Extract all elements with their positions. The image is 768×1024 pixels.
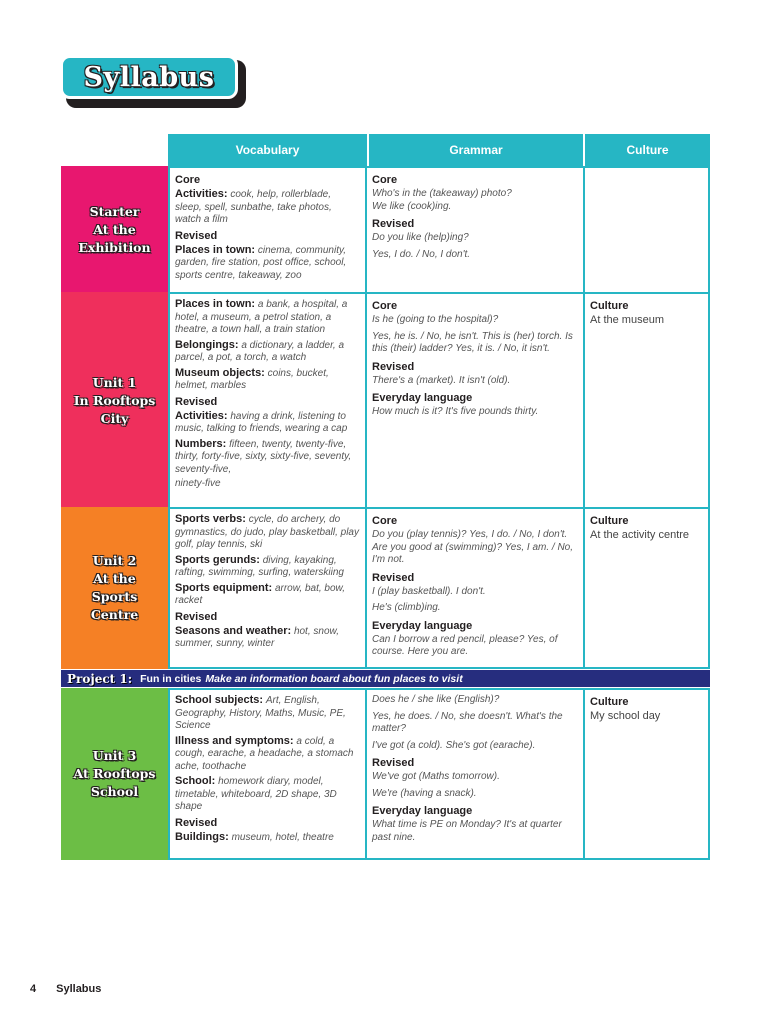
- illness-line: Illness and symptoms: a cold, a cough, earache, a headache, a stomach ache, toothache: [175, 734, 354, 772]
- page-number: 4: [30, 983, 37, 995]
- header-grammar: Grammar: [367, 134, 583, 166]
- grammar-line: How much is it? It's five pounds thirty.: [372, 406, 539, 417]
- activities-line: Activities: having a drink, listening to music, talking to friends, wearing a cap: [175, 409, 348, 434]
- culture-label: Culture: [590, 515, 629, 527]
- footer-label: Syllabus: [56, 983, 102, 995]
- row-unit1: [61, 292, 710, 509]
- unit-cell-unit1: [61, 292, 168, 509]
- vocabulary-cell-unit1: [168, 292, 367, 509]
- grammar-line: Yes, he does. / No, she doesn't. What's the matter?: [372, 710, 563, 734]
- culture-text: At the museum: [590, 314, 664, 326]
- grammar-line: We've got (Maths tomorrow).: [372, 771, 500, 782]
- grammar-line: What time is PE on Monday? It's at quarter past nine.: [372, 819, 562, 843]
- grammar-line: Is he (going to the hospital)?: [372, 314, 499, 325]
- grammar-line: He's (climb)ing.: [372, 602, 441, 613]
- core-label: Core: [175, 174, 201, 186]
- revised-label: Revised: [372, 757, 415, 769]
- row-unit3: [61, 688, 710, 860]
- vocabulary-cell-unit3: [168, 688, 367, 860]
- unit-cell-starter: [61, 166, 168, 294]
- grammar-line: Who's in the (takeaway) photo? We like (cook)ing.: [372, 188, 512, 212]
- culture-label: Culture: [590, 696, 629, 708]
- everyday-language-label: Everyday language: [372, 392, 473, 404]
- grammar-line: Do you (play tennis)? Yes, I do. / No, I don't. Are you good at (swimming)? Yes, I am. / No, I'm not.: [372, 529, 574, 565]
- grammar-cell-unit1: [365, 292, 585, 509]
- grammar-cell-starter: [365, 166, 585, 294]
- revised-label: Revised: [175, 229, 218, 242]
- grammar-line: I've got (a cold). She's got (earache).: [372, 739, 536, 751]
- revised-label: Revised: [372, 360, 415, 373]
- page-title: Syllabus: [83, 61, 215, 93]
- culture-label: Culture: [590, 300, 629, 312]
- unit-title-unit1: Unit 1 In Rooftops City: [73, 374, 156, 426]
- vocabulary-cell-starter: [168, 166, 367, 294]
- numbers-line-2: ninety-five: [175, 478, 221, 489]
- project-task: Make an information board about fun places to visit: [205, 672, 463, 685]
- grammar-line: Does he / she like (English)?: [372, 694, 500, 705]
- revised-label: Revised: [372, 571, 415, 584]
- school-line: School: homework diary, model, timetable, whiteboard, 2D shape, 3D shape: [175, 775, 337, 812]
- culture-cell-unit1: [583, 292, 710, 509]
- project-label: Project 1:: [67, 671, 133, 686]
- revised-label: Revised: [175, 395, 218, 408]
- unit-title-starter: Starter At the Exhibition: [78, 204, 151, 255]
- grammar-line: There's a (market). It isn't (old).: [372, 374, 511, 386]
- row-starter: [61, 166, 710, 294]
- vocabulary-cell-unit2: [168, 507, 367, 669]
- unit-title-unit3: Unit 3 At Rooftops School: [73, 748, 156, 799]
- culture-text: At the activity centre: [590, 529, 690, 541]
- grammar-line: We're (having a snack).: [372, 787, 477, 799]
- places-line: Places in town: a bank, a hospital, a hotel, a museum, a petrol station, a theatre, a town hall, a train station: [175, 298, 348, 335]
- project-topic: Fun in cities: [140, 672, 202, 685]
- page-footer: [30, 983, 121, 995]
- grammar-line: Do you like (help)ing?: [372, 232, 469, 243]
- culture-text: My school day: [590, 710, 661, 722]
- revised-label: Revised: [175, 816, 218, 829]
- revised-label: Revised: [175, 610, 218, 623]
- seasons-line: Seasons and weather: hot, snow, summer, sunny, winter: [175, 624, 339, 649]
- unit-cell-unit3: [61, 688, 168, 860]
- museum-objects-line: Museum objects: coins, bucket, helmet, marbles: [175, 366, 329, 391]
- project-bar: [61, 670, 710, 687]
- sports-verbs-line: Sports verbs: cycle, do archery, do gymnastics, do judo, play basketball, play golf, play tennis, ski: [175, 513, 359, 550]
- school-subjects-line: School subjects: Art, English, Geography, History, Maths, Music, PE, Science: [175, 694, 346, 731]
- grammar-line: Can I borrow a red pencil, please? Yes, of course. Here you are.: [372, 633, 558, 657]
- everyday-language-label: Everyday language: [372, 805, 473, 817]
- places-line: Places in town: cinema, community, garden, fire station, post office, school, sports centre, takeaway, zoo: [175, 243, 347, 281]
- grammar-line: Yes, he is. / No, he isn't. This is (her) torch. Is this (their) ladder? Yes, it is. / No, it isn't.: [372, 330, 573, 354]
- sports-equipment-line: Sports equipment: arrow, bat, bow, racket: [175, 581, 345, 606]
- grammar-cell-unit3: [365, 688, 585, 860]
- culture-cell-unit2: [583, 507, 710, 669]
- sports-gerunds-line: Sports gerunds: diving, kayaking, rafting, swimming, surfing, waterskiing: [175, 553, 344, 578]
- title-badge: [60, 55, 238, 99]
- culture-cell-unit3: [583, 688, 710, 860]
- core-label: Core: [372, 300, 398, 312]
- header-vocabulary: Vocabulary: [168, 134, 367, 166]
- grammar-cell-unit2: [365, 507, 585, 669]
- belongings-line: Belongings: a dictionary, a ladder, a parcel, a pot, a torch, a watch: [175, 338, 344, 363]
- revised-label: Revised: [372, 218, 415, 230]
- culture-cell-starter: [583, 166, 710, 294]
- header-culture: Culture: [583, 134, 710, 166]
- grammar-line: Yes, I do. / No, I don't.: [372, 248, 471, 260]
- core-label: Core: [372, 174, 398, 186]
- buildings-line: Buildings: museum, hotel, theatre: [175, 830, 334, 843]
- core-label: Core: [372, 515, 398, 527]
- activities-line: Activities: cook, help, rollerblade, sleep, spell, sunbathe, take photos, watch a film: [175, 188, 332, 225]
- unit-cell-unit2: [61, 507, 168, 669]
- numbers-line: Numbers: fifteen, twenty, twenty-five, thirty, forty-five, sixty, sixty-five, seventy, seventy-five,: [175, 437, 352, 475]
- unit-title-unit2: Unit 2 At the Sports Centre: [90, 553, 139, 622]
- row-unit2: [61, 507, 710, 669]
- grammar-line: I (play basketball). I don't.: [372, 585, 486, 597]
- everyday-language-label: Everyday language: [372, 619, 473, 632]
